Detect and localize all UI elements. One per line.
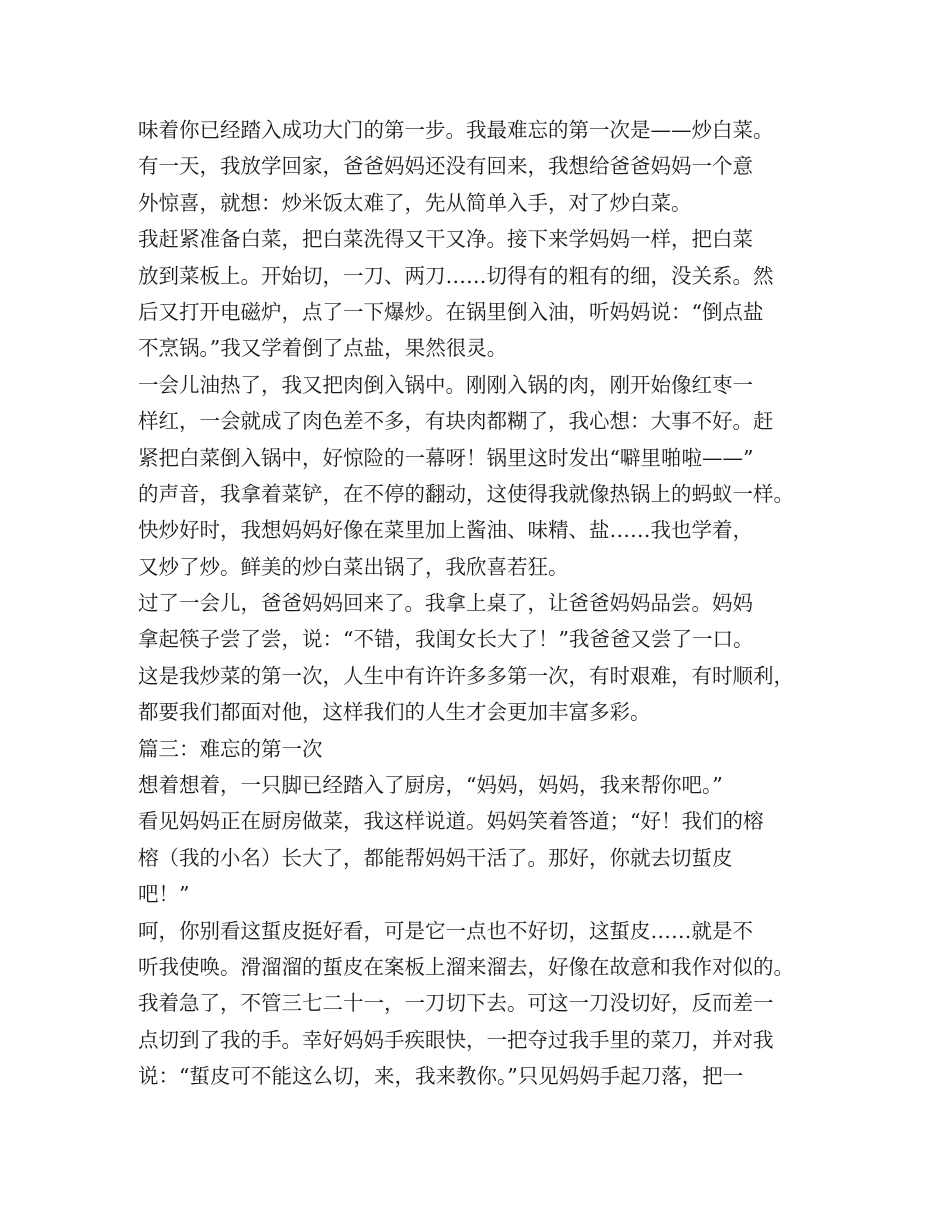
text-line: 的声音，我拿着菜铲，在不停的翻动，这使得我就像热锅上的蚂蚁一样。 [138,481,794,506]
text-line: 这是我炒菜的第一次，人生中有许许多多第一次，有时艰难，有时顺利， [138,663,794,688]
section-heading: 篇三：难忘的第一次 [138,736,323,761]
text-line: 后又打开电磁炉，点了一下爆炒。在锅里倒入油，听妈妈说：“倒点盐 [138,299,764,324]
text-line: 有一天，我放学回家，爸爸妈妈还没有回来，我想给爸爸妈妈一个意 [138,154,753,179]
text-line: 听我使唤。滑溜溜的蜇皮在案板上溜来溜去，好像在故意和我作对似的。 [138,954,794,979]
text-line: 我着急了，不管三七二十一，一刀切下去。可这一刀没切好，反而差一 [138,991,774,1016]
text-line: 放到菜板上。开始切，一刀、两刀……切得有的粗有的细，没关系。然 [138,263,774,288]
text-line: 榕（我的小名）长大了，都能帮妈妈干活了。那好，你就去切蜇皮 [138,845,733,870]
text-line: 又炒了炒。鲜美的炒白菜出锅了，我欣喜若狂。 [138,554,569,579]
text-line: 我赶紧准备白菜，把白菜洗得又干又净。接下来学妈妈一样，把白菜 [138,227,753,252]
text-line: 拿起筷子尝了尝，说：“不错，我闺女长大了！”我爸爸又尝了一口。 [138,627,754,652]
text-line: 都要我们都面对他，这样我们的人生才会更加丰富多彩。 [138,700,651,725]
text-line: 点切到了我的手。幸好妈妈手疾眼快，一把夺过我手里的菜刀，并对我 [138,1027,774,1052]
text-line: 看见妈妈正在厨房做菜，我这样说道。妈妈笑着答道；“好！我们的榕 [138,809,764,834]
text-line: 味着你已经踏入成功大门的第一步。我最难忘的第一次是——炒白菜。 [138,118,774,142]
text-line: 想着想着，一只脚已经踏入了厨房，“妈妈，妈妈，我来帮你吧。” [138,773,723,798]
text-line: 样红，一会就成了肉色差不多，有块肉都糊了，我心想：大事不好。赶 [138,409,774,434]
text-line: 呵，你别看这蜇皮挺好看，可是它一点也不好切，这蜇皮……就是不 [138,918,753,943]
document-page [138,112,828,1095]
text-line: 说：“蜇皮可不能这么切，来，我来教你。”只见妈妈手起刀落，把一 [138,1064,744,1089]
text-line: 一会儿油热了，我又把肉倒入锅中。刚刚入锅的肉，刚开始像红枣一 [138,372,753,397]
text-line: 紧把白菜倒入锅中，好惊险的一幕呀！锅里这时发出“噼里啪啦——” [138,445,754,470]
text-line: 快炒好时，我想妈妈好像在菜里加上酱油、味精、盐……我也学着， [138,518,753,543]
text-line: 外惊喜，就想：炒米饭太难了，先从简单入手，对了炒白菜。 [138,190,692,215]
text-line: 过了一会儿，爸爸妈妈回来了。我拿上桌了，让爸爸妈妈品尝。妈妈 [138,591,753,616]
text-line: 不烹锅。”我又学着倒了点盐，果然很灵。 [138,336,508,361]
text-line: 吧！” [138,882,190,907]
